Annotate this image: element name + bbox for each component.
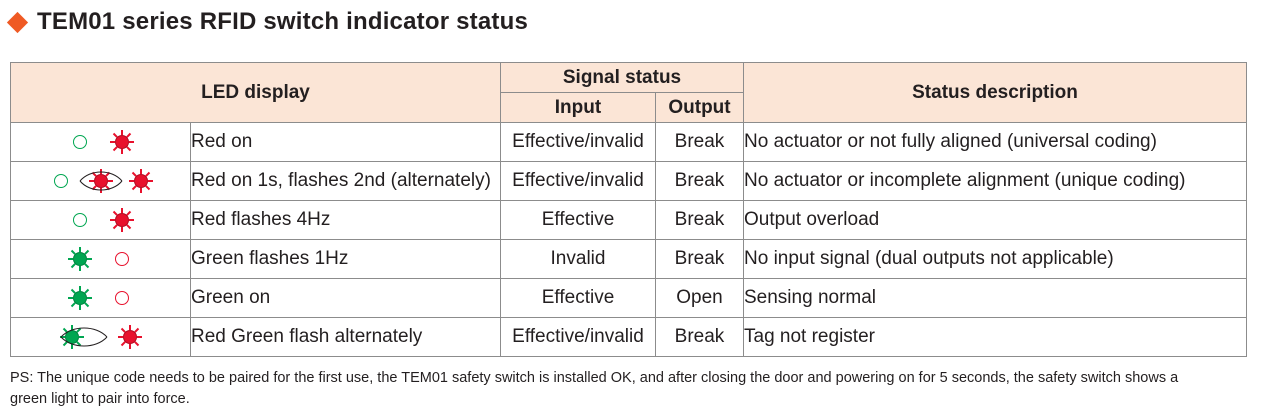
status-description: Output overload xyxy=(744,201,1247,240)
led-group xyxy=(11,318,190,356)
led-display-cell xyxy=(11,318,191,357)
table-header-row xyxy=(11,63,1247,93)
input-value: Effective/invalid xyxy=(501,318,656,357)
led-label: Red Green flash alternately xyxy=(191,318,501,357)
red-led-lit-icon xyxy=(110,208,134,232)
led-display-cell xyxy=(11,123,191,162)
green-led-off-icon xyxy=(68,208,92,232)
alternating-arc-icon xyxy=(55,324,109,350)
table-row xyxy=(11,201,1247,240)
red-led-lit-icon xyxy=(129,169,153,193)
table-row xyxy=(11,279,1247,318)
input-value: Effective/invalid xyxy=(501,162,656,201)
status-description: Tag not register xyxy=(744,318,1247,357)
led-group xyxy=(11,123,190,161)
red-led-off-icon xyxy=(110,247,134,271)
green-led-lit-icon xyxy=(68,286,92,310)
status-description: No actuator or incomplete alignment (unique coding) xyxy=(744,162,1247,201)
input-value: Effective xyxy=(501,279,656,318)
led-display-cell xyxy=(11,240,191,279)
led-label: Red on 1s, flashes 2nd (alternately) xyxy=(191,162,501,201)
footnote: PS: The unique code needs to be paired for the first use, the TEM01 safety switch is installed OK, and after closing the door and powering on for 5 seconds, the safety switch shows a green light to pair into force. xyxy=(10,370,1179,407)
table-row xyxy=(11,162,1247,201)
green-led-off-icon xyxy=(49,169,73,193)
header-signal-status: Signal status xyxy=(501,63,744,93)
green-led-off-icon xyxy=(68,130,92,154)
led-group xyxy=(11,201,190,239)
header-led-display: LED display xyxy=(11,63,501,123)
red-led-lit-icon xyxy=(89,169,113,193)
red-led-off-icon xyxy=(110,286,134,310)
led-label: Red on xyxy=(191,123,501,162)
output-value: Open xyxy=(656,279,744,318)
table-body xyxy=(11,123,1247,357)
green-led-lit-icon xyxy=(60,325,84,349)
table-row xyxy=(11,240,1247,279)
red-led-lit-icon xyxy=(118,325,142,349)
table-row xyxy=(11,318,1247,357)
led-display-cell xyxy=(11,201,191,240)
led-label: Green flashes 1Hz xyxy=(191,240,501,279)
status-description: Sensing normal xyxy=(744,279,1247,318)
output-value: Break xyxy=(656,123,744,162)
output-value: Break xyxy=(656,162,744,201)
input-value: Effective/invalid xyxy=(501,123,656,162)
page-title-text: TEM01 series RFID switch indicator status xyxy=(37,8,529,35)
table-row xyxy=(11,123,1247,162)
page-title xyxy=(10,8,528,36)
led-label: Green on xyxy=(191,279,501,318)
header-status-description: Status description xyxy=(744,63,1247,123)
led-group xyxy=(11,162,190,200)
led-label: Red flashes 4Hz xyxy=(191,201,501,240)
led-display-cell xyxy=(11,162,191,201)
output-value: Break xyxy=(656,240,744,279)
input-value: Invalid xyxy=(501,240,656,279)
status-description: No input signal (dual outputs not applicable) xyxy=(744,240,1247,279)
led-display-cell xyxy=(11,279,191,318)
diamond-bullet-icon xyxy=(7,11,28,32)
header-output: Output xyxy=(656,93,744,123)
led-group xyxy=(11,279,190,317)
led-group xyxy=(11,240,190,278)
indicator-status-table xyxy=(10,62,1247,357)
output-value: Break xyxy=(656,201,744,240)
status-description: No actuator or not fully aligned (universal coding) xyxy=(744,123,1247,162)
red-led-lit-icon xyxy=(110,130,134,154)
output-value: Break xyxy=(656,318,744,357)
green-led-lit-icon xyxy=(68,247,92,271)
header-input: Input xyxy=(501,93,656,123)
input-value: Effective xyxy=(501,201,656,240)
